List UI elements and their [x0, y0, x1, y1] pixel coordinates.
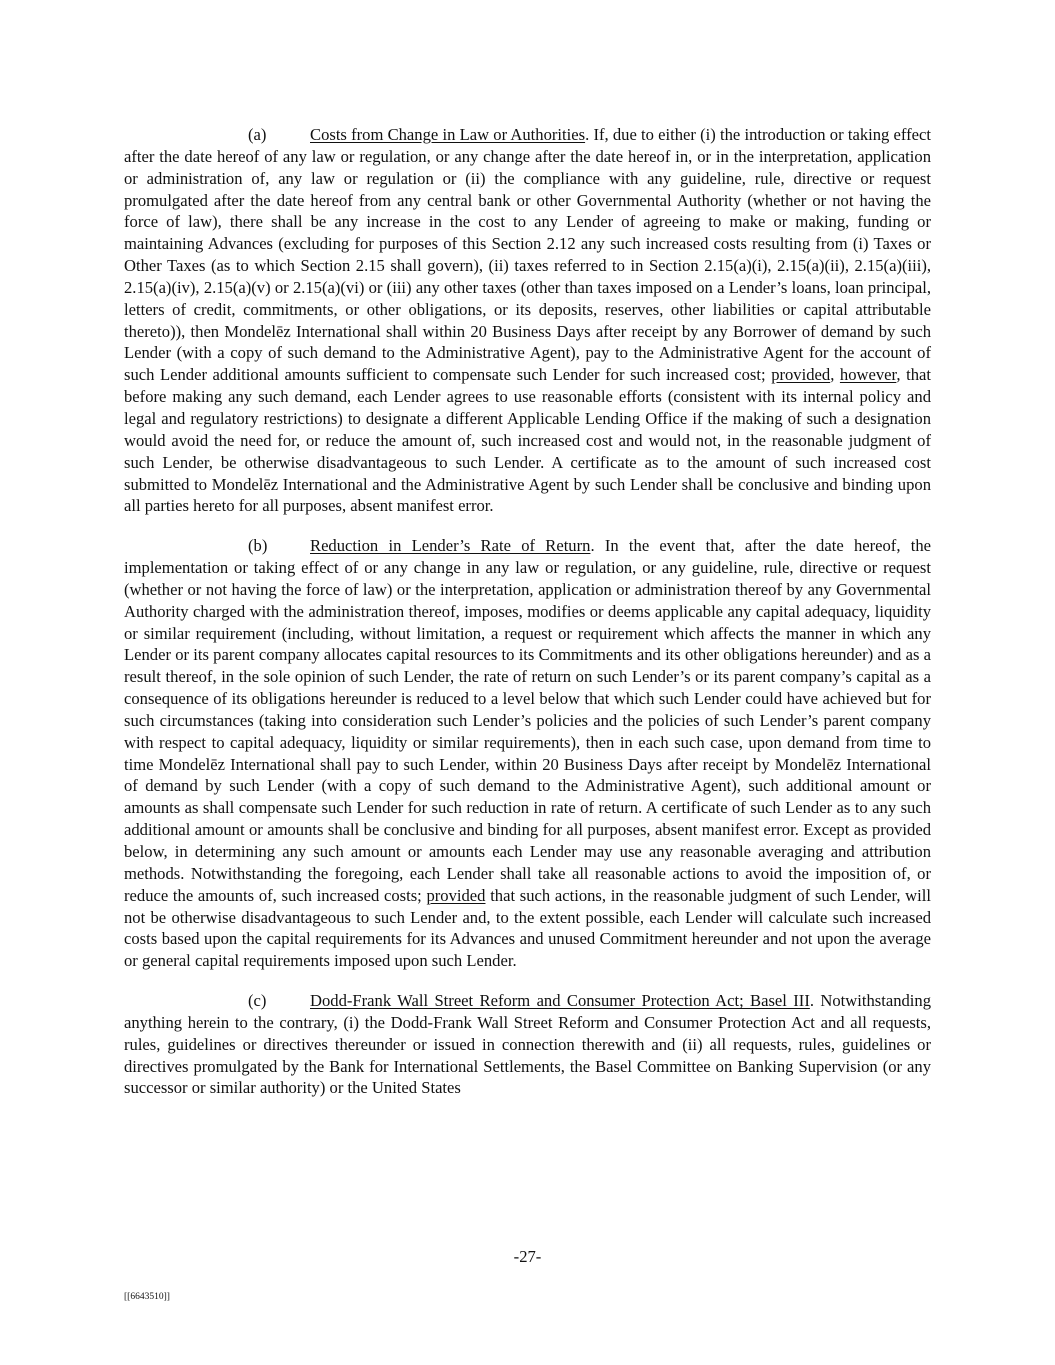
document-id: [[6643510]] [124, 1292, 170, 1302]
provided-term: provided [426, 885, 486, 905]
provided-term: provided [771, 365, 831, 385]
however-term: however [839, 365, 897, 385]
section-marker: (a) [248, 125, 267, 144]
section-heading: Costs from Change in Law or Authorities [310, 125, 586, 144]
section-heading: Dodd-Frank Wall Street Reform and Consumer Protection Act; Basel III [310, 991, 810, 1011]
paragraph-text: that such actions, in the reasonable judgment of such Lender, will not be otherwise disadvantageous to such Lender and, to the extent possible, each Lender will calculate such increased costs based upon the capital requirements for its Advances and unused Commitment hereunder and not upon the average or general capital requirements imposed upon such Lender. [124, 885, 931, 971]
section-b-paragraph [124, 535, 931, 972]
separator-text: , [830, 365, 840, 385]
section-c-paragraph [124, 990, 931, 1099]
section-marker: (b) [248, 536, 268, 556]
paragraph-text: . Notwithstanding anything herein to the contrary, (i) the Dodd-Frank Wall Street Reform and Consumer Protection Act and all requests, rules, guidelines or directives thereunder or issued in connection therewith and (ii) all requests, rules, guidelines or directives promulgated by the Bank for International Settlements, the Basel Committee on Banking Supervision (or any successor or similar authority) or the United States [124, 991, 931, 1098]
section-marker: (c) [248, 991, 267, 1011]
section-heading: Reduction in Lender’s Rate of Return [310, 536, 591, 556]
paragraph-text: . In the event that, after the date hereof, the implementation or taking effect of or any change in any law or regulation, or any guideline, rule, directive or request (whether or not having the force of law) or the interpretation, application or administration thereof by any Governmental Authority charged with the administration thereof, imposes, modifies or deems applicable any capital adequacy, liquidity or similar requirement (including, without limitation, a request or requirement which affects the manner in which any Lender or its parent company allocates capital resources to its Commitments and its other obligations hereunder) and as a result thereof, in the sole opinion of such Lender, the rate of return on such Lender’s or its parent company’s capital as a consequence of its obligations hereunder is reduced to a level below that which such Lender could have achieved but for such circumstances (taking into consideration such Lender’s policies and the policies of such Lender’s parent company with respect to capital adequacy, liquidity or similar requirements), then in each such case, upon demand from time to time Mondelēz International shall pay to such Lender, within 20 Business Days after receipt by Mondelēz International of demand by such Lender (with a copy of such demand to the Administrative Agent), such additional amount or amounts as shall compensate such Lender for such reduction in rate of return. A certificate of such Lender as to any such additional amount or amounts shall be conclusive and binding for all purposes, absent manifest error. Except as provided below, in determining any such amount or amounts each Lender may use any reasonable averaging and attribution methods. Notwithstanding the foregoing, each Lender shall take all reasonable actions to avoid the imposition of, or reduce the amounts of, such increased costs; [124, 536, 931, 905]
paragraph-text: , that before making any such demand, each Lender agrees to use reasonable efforts (consistent with its internal policy and legal and regulatory restrictions) to designate a different Applicable Lending Office if the making of such a designation would avoid the need for, or reduce the amount of, such increased cost and would not, in the reasonable judgment of such Lender, be otherwise disadvantageous to such Lender. A certificate as to the amount of such increased cost submitted to Mondelēz International and the Administrative Agent by such Lender shall be conclusive and binding upon all parties hereto for all purposes, absent manifest error. [124, 365, 931, 516]
section-a-paragraph [124, 124, 931, 517]
paragraph-text: . If, due to either (i) the introduction or taking effect after the date hereof of any law or regulation, or any change after the date hereof in, or in the interpretation, application or administration of, any law or regulation or (ii) the compliance with any guideline, rule, directive or request promulgated after the date hereof from any central bank or other Governmental Authority (whether or not having the force of law), there shall be any increase in the cost to any Lender of agreeing to make or making, funding or maintaining Advances (excluding for purposes of this Section 2.12 any such increased costs resulting from (i) Taxes or Other Taxes (as to which Section 2.15 shall govern), (ii) taxes referred to in Section 2.15(a)(i), 2.15(a)(ii), 2.15(a)(iii), 2.15(a)(iv), 2.15(a)(v) or 2.15(a)(vi) or (iii) any other taxes (other than taxes imposed on a Lender’s loans, loan principal, letters of credit, commitments, or other obligations, or its deposits, reserves, other liabilities or capital attributable thereto)), then Mondelēz International shall within 20 Business Days after receipt by any Borrower of demand by such Lender (with a copy of such demand to the Administrative Agent), pay to the Administrative Agent for the account of such Lender additional amounts sufficient to compensate such Lender for such increased cost; [124, 125, 931, 385]
page-number: -27- [513, 1247, 542, 1266]
document-page [124, 124, 931, 1117]
